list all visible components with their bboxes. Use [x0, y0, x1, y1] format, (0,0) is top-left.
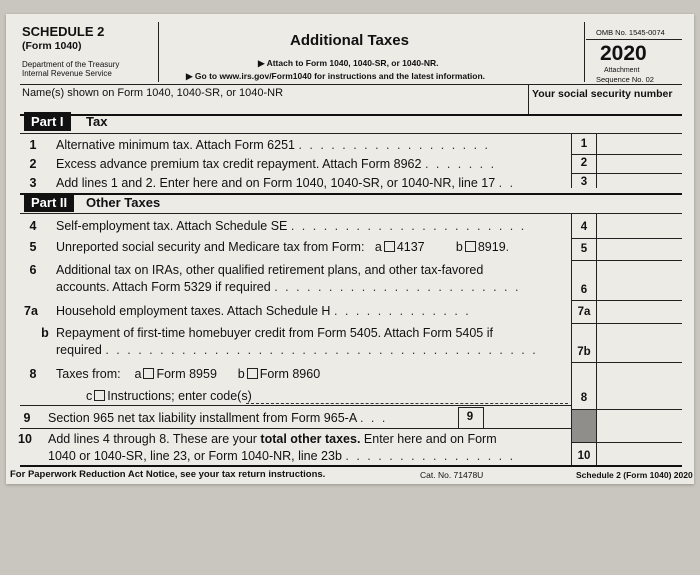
line9-box: 9 — [466, 411, 474, 423]
omb-divider — [586, 39, 682, 40]
form-8919-checkbox[interactable] — [465, 241, 476, 252]
part2-name: Other Taxes — [86, 195, 161, 210]
code-entry-line[interactable] — [246, 403, 568, 404]
line3-box: 3 — [580, 176, 588, 188]
paperwork-notice: For Paperwork Reduction Act Notice, see your tax return instructions. — [10, 469, 326, 480]
part2-rule — [20, 213, 682, 214]
attachment-label: Attachment — [604, 67, 640, 74]
form-4137-checkbox[interactable] — [384, 241, 395, 252]
form-8960-checkbox[interactable] — [247, 368, 258, 379]
line9-text: Section 965 net tax liability installment from Form 965-A . . . — [48, 411, 388, 425]
line10-top-rule — [571, 442, 682, 443]
part2-label: Part II — [24, 193, 74, 212]
line8c-text: c Instructions; enter code(s) — [86, 389, 252, 403]
line3-text: Add lines 1 and 2. Enter here and on Form 1040, 1040-SR, or 1040-NR, line 17 . . — [56, 176, 516, 190]
irs-label: Internal Revenue Service — [22, 69, 112, 78]
line1-text: Alternative minimum tax. Attach Form 6251 . . . . . . . . . . . . . . . . . . — [56, 138, 491, 152]
line5-text: Unreported social security and Medicare tax from Form: a 4137 b 8919. — [56, 240, 512, 254]
line9-number: 9 — [23, 411, 31, 425]
form-bottom-rule — [20, 465, 682, 467]
dept-label: Department of the Treasury — [22, 60, 120, 69]
form-label: (Form 1040) — [22, 40, 82, 52]
line7b-rule — [571, 362, 682, 363]
line5-number: 5 — [29, 240, 37, 254]
line3-number: 3 — [29, 176, 37, 190]
instructions-checkbox[interactable] — [94, 390, 105, 401]
line7a-text: Household employment taxes. Attach Schedule H . . . . . . . . . . . . . — [56, 304, 471, 318]
line2-box: 2 — [580, 157, 588, 169]
line6-text-2: accounts. Attach Form 5329 if required . . . . . . . . . . . . . . . . . . . . . . . — [56, 280, 521, 294]
header-divider-right — [584, 22, 585, 82]
attach-instruction: ▶ Attach to Form 1040, 1040-SR, or 1040-NR. — [258, 58, 439, 68]
line10-number: 10 — [18, 432, 32, 446]
line7b-number: b — [41, 326, 49, 340]
line7b-box: 7b — [577, 346, 591, 358]
line1-number: 1 — [29, 138, 37, 152]
form-page — [6, 14, 694, 484]
line4-text: Self-employment tax. Attach Schedule SE . . . . . . . . . . . . . . . . . . . . . . — [56, 219, 527, 233]
line1-box: 1 — [580, 138, 588, 150]
tax-year: 2020 — [600, 42, 647, 65]
line8-text: Taxes from: a Form 8959 b Form 8960 — [56, 367, 321, 381]
line2-text: Excess advance premium tax credit repayment. Attach Form 8962 . . . . . . . — [56, 157, 497, 171]
ssn-label: Your social security number — [532, 88, 673, 100]
goto-instruction: ▶ Go to www.irs.gov/Form1040 for instructions and the latest information. — [186, 71, 486, 81]
name-bottom-rule — [20, 114, 682, 116]
line4-rule — [571, 238, 682, 239]
name-label: Name(s) shown on Form 1040, 1040-SR, or 1040-NR — [22, 87, 284, 99]
omb-number: OMB No. 1545-0074 — [596, 28, 665, 37]
sequence-number: Sequence No. 02 — [596, 75, 654, 84]
line7a-number: 7a — [24, 304, 38, 318]
line9-bottom-rule — [20, 428, 571, 429]
line5-box: 5 — [580, 243, 588, 255]
line7b-text-2: required . . . . . . . . . . . . . . . . . . . . . . . . . . . . . . . . . . . . . . . . — [56, 343, 538, 357]
part1-rule — [20, 133, 682, 134]
header-divider-left — [158, 22, 159, 82]
line10-box: 10 — [577, 450, 591, 462]
line5-rule — [571, 260, 682, 261]
form-8959-checkbox[interactable] — [143, 368, 154, 379]
line4-number: 4 — [29, 219, 37, 233]
schedule-footer: Schedule 2 (Form 1040) 2020 — [576, 470, 693, 480]
ssn-divider — [528, 84, 529, 114]
part1-name: Tax — [86, 114, 108, 129]
line6-box: 6 — [580, 284, 588, 296]
line7a-box: 7a — [577, 306, 591, 318]
line8-box: 8 — [580, 392, 588, 404]
line2-number: 2 — [29, 157, 37, 171]
catalog-number: Cat. No. 71478U — [420, 470, 484, 480]
form-title: Additional Taxes — [290, 32, 409, 49]
line9-top-rule — [20, 405, 571, 406]
line10-text-2: 1040 or 1040-SR, line 23, or Form 1040-NR, line 23b . . . . . . . . . . . . . . . . — [48, 449, 516, 463]
line6-text-1: Additional tax on IRAs, other qualified retirement plans, and other tax-favored — [56, 263, 484, 277]
line10-text-1: Add lines 4 through 8. These are your total other taxes. Enter here and on Form — [48, 432, 497, 446]
schedule-label: SCHEDULE 2 — [22, 24, 105, 39]
line7b-text-1: Repayment of first-time homebuyer credit from Form 5405. Attach Form 5405 if — [56, 326, 493, 340]
part1-label: Part I — [24, 112, 71, 131]
line1-rule — [571, 154, 682, 155]
line8-number: 8 — [29, 367, 37, 381]
line9-shaded-area — [572, 410, 596, 442]
line4-box: 4 — [580, 221, 588, 233]
header-bottom-rule — [20, 84, 682, 85]
line2-rule — [571, 173, 682, 174]
line6-rule — [571, 300, 682, 301]
line6-number: 6 — [29, 263, 37, 277]
line7a-rule — [571, 323, 682, 324]
